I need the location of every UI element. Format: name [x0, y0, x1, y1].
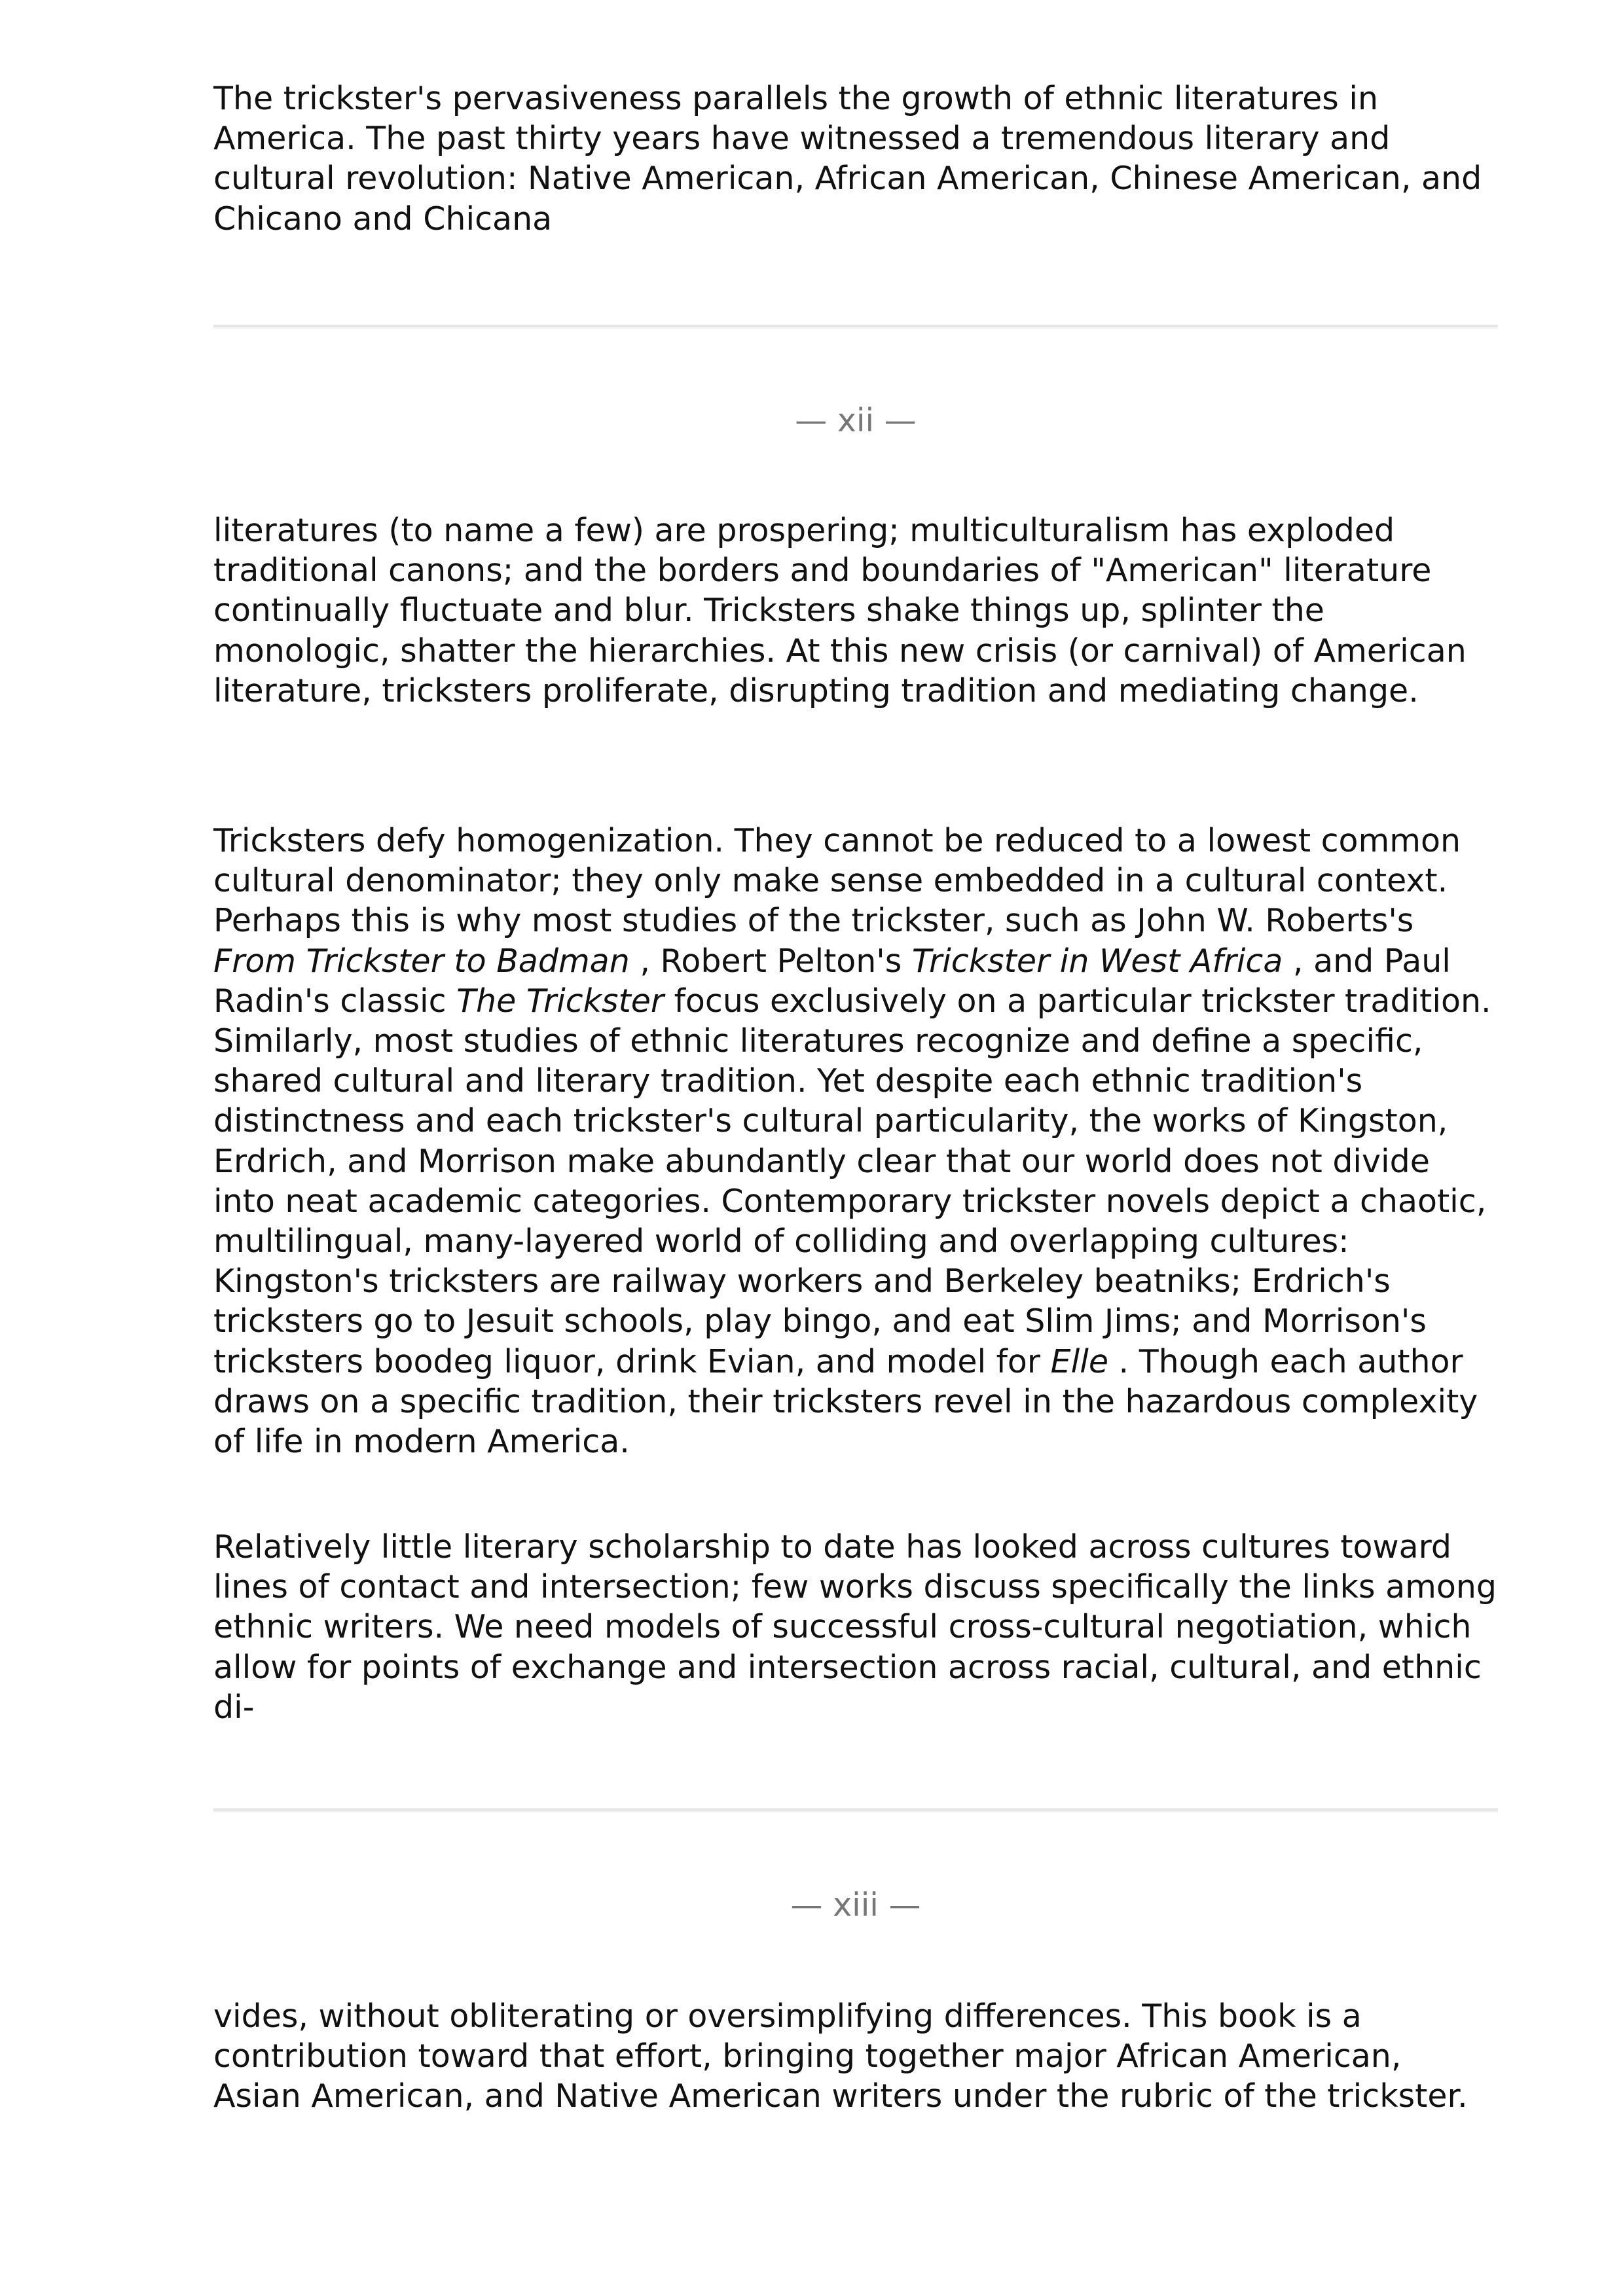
- text-span: . Though each author draws on a specific tradition, their tricksters revel in the hazardous complexity of life in modern America.: [213, 1342, 1478, 1461]
- page-divider: [213, 325, 1498, 329]
- paragraph-trickster-pervasiveness: The trickster's pervasiveness parallels the growth of ethnic literatures in America. The past thirty years have witnessed a tremendous literary and cultural revolution: Native American, African American, Chinese American, and Chicano and Chicana: [213, 80, 1482, 238]
- paragraph-tricksters-defy-homogenization: [213, 821, 1498, 1462]
- paragraph-vides-without-obliterating: vides, without obliterating or oversimplifying differences. This book is a contribution toward that effort, bringing together major African American, Asian American, and Native American writers under the rubric of the trickster.: [213, 1998, 1468, 2115]
- text-span: , and Paul Radin's classic: [213, 942, 1451, 1020]
- book-title-the-trickster: The Trickster: [456, 982, 665, 1020]
- paragraph-literary-scholarship: Relatively little literary scholarship to date has looked across cultures toward lines of contact and intersection; few works discuss specifically the links among ethnic writers. We need models of successful cross-cultural negotiation, which allow for points of exchange and intersection across racial, cultural, and ethnic di-: [213, 1528, 1497, 1726]
- text-span: , Robert Pelton's: [629, 942, 912, 980]
- page-divider: [213, 1808, 1498, 1812]
- text-span: Tricksters defy homogenization. They cannot be reduced to a lowest common cultural denominator; they only make sense embedded in a cultural context. Perhaps this is why most studies of the trickster, such as John W. Roberts's: [213, 822, 1461, 940]
- page-number-xii: — xii —: [795, 402, 917, 439]
- text-span: focus exclusively on a particular trickster tradition. Similarly, most studies of ethnic literatures recognize and define a specific, shared cultural and literary tradition. Yet despite each ethnic tradition's distinctness and each trickster's cultural particularity, the works of Kingston, Erdrich, and Morrison make abundantly clear that our world does not divide into neat academic categories. Contemporary trickster novels depict a chaotic, multilingual, many-layered world of colliding and overlapping cultures: Kingston's tricksters are railway workers and Berkeley beatniks; Erdrich's tricksters go to Jesuit schools, play bingo, and eat Slim Jims; and Morrison's tricksters boodeg liquor, drink Evian, and model for: [213, 982, 1491, 1380]
- page-number-xiii: — xiii —: [790, 1886, 921, 1924]
- paragraph-literatures-prospering: literatures (to name a few) are prospering; multiculturalism has exploded traditional canons; and the borders and boundaries of "American" literature continually fluctuate and blur. Tricksters shake things up, splinter the monologic, shatter the hierarchies. At this new crisis (or carnival) of American literature, tricksters proliferate, disrupting tradition and mediating change.: [213, 512, 1467, 709]
- book-title-from-trickster-to-badman: From Trickster to Badman: [213, 942, 630, 980]
- magazine-title-elle: Elle: [1050, 1342, 1108, 1380]
- book-title-trickster-in-west-africa: Trickster in West Africa: [911, 942, 1283, 980]
